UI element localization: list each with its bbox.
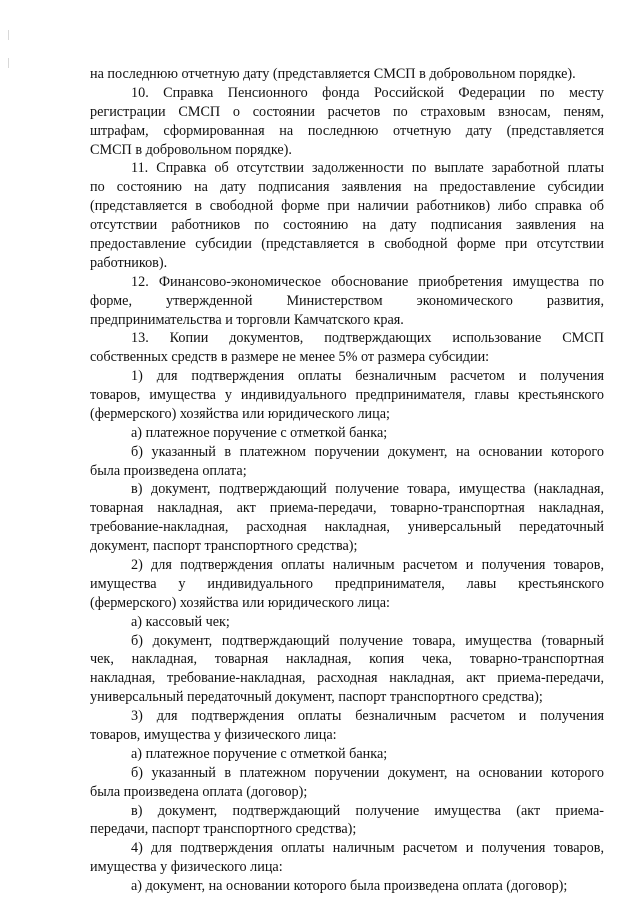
text-line: а) платежное поручение с отметкой банка; (131, 424, 388, 441)
text-line: предпринимательства и торговли Камчатского края. (90, 311, 404, 328)
text-line: а) кассовый чек; (131, 613, 230, 630)
text-line: 4) для подтверждения оплаты наличным расчетом и получения товаров, (131, 840, 604, 857)
text-line: 10. Справка Пенсионного фонда Российской Федерации по месту (131, 84, 604, 101)
text-line: на последнюю отчетную дату (представляется СМСП в добровольном порядке). (90, 66, 576, 82)
text-line: была произведена оплата; (90, 462, 247, 479)
text-line: товаров, имущества у физического лица: (90, 726, 337, 743)
text-line: чек, накладная, товарная накладная, копия чека, товарно-транспортная (90, 651, 604, 668)
text-line: б) указанный в платежном поручении документ, на основании которого (131, 443, 604, 460)
scan-edge-mark (8, 30, 9, 40)
text-line: форме, утвержденной Министерством экономического развития, (90, 292, 604, 309)
text-line: работников). (90, 254, 168, 271)
text-line: 11. Справка об отсутствии задолженности по выплате заработной платы (131, 160, 604, 177)
text-line: была произведена оплата (договор); (90, 783, 308, 800)
text-line: документ, паспорт транспортного средства); (90, 538, 358, 555)
text-line: собственных средств в размере не менее 5% от размера субсидии: (90, 349, 490, 366)
text-line: 1) для подтверждения оплаты безналичным расчетом и получения (131, 368, 604, 385)
text-line: в) документ, подтверждающий получение имущества (акт приема- (131, 802, 604, 819)
text-line: СМСП в добровольном порядке). (90, 141, 292, 158)
text-line: 3) для подтверждения оплаты безналичным расчетом и получения (131, 708, 604, 724)
text-line: имущества у физического лица: (90, 859, 283, 876)
text-line: товарная накладная, акт приема-передачи, товарно-транспортная накладная, (90, 500, 604, 517)
text-line: 13. Копии документов, подтверждающих использование СМСП (131, 330, 604, 347)
text-line: имущества у индивидуального предпринимателя, лавы крестьянского (90, 575, 604, 592)
text-line: (фермерского) хозяйства или юридического лица; (90, 405, 390, 422)
text-line: требование-накладная, расходная накладная, универсальный передаточный (90, 519, 604, 536)
text-line: а) документ, на основании которого была произведена оплата (договор); (131, 878, 568, 894)
text-line: накладная, требование-накладная, расходная накладная, акт приема-передачи, (90, 670, 604, 687)
text-line: регистрации СМСП о состоянии расчетов по страховым взносам, пеням, (90, 103, 604, 120)
text-line: штрафам, сформированная на последнюю отчетную дату (представляется (90, 122, 604, 139)
text-line: предоставление субсидии (представляется в свободной форме при отсутствии (90, 236, 604, 252)
text-line: 12. Финансово-экономическое обоснование приобретения имущества по (131, 273, 604, 290)
text-line: товаров, имущества у индивидуального предпринимателя, главы крестьянского (90, 387, 604, 403)
text-line: универсальный передаточный документ, паспорт транспортного средства); (90, 689, 543, 706)
text-line: (представляется в свободной форме при наличии работников) либо справка об (90, 198, 604, 215)
text-line: в) документ, подтверждающий получение товара, имущества (накладная, (131, 481, 604, 498)
text-line: б) документ, подтверждающий получение товара, имущества (товарный (131, 632, 604, 649)
scan-edge-mark (8, 58, 9, 68)
text-line: (фермерского) хозяйства или юридического лица: (90, 594, 390, 611)
text-line: отсутствии работников по состоянию на дату подписания заявления на (90, 217, 604, 234)
text-line: передачи, паспорт транспортного средства); (90, 821, 357, 838)
text-line: по состоянию на дату подписания заявления на предоставление субсидии (90, 179, 604, 196)
text-line: 2) для подтверждения оплаты наличным расчетом и получения товаров, (131, 557, 604, 573)
text-line: б) указанный в платежном поручении документ, на основании которого (131, 764, 604, 781)
text-line: а) платежное поручение с отметкой банка; (131, 745, 388, 762)
